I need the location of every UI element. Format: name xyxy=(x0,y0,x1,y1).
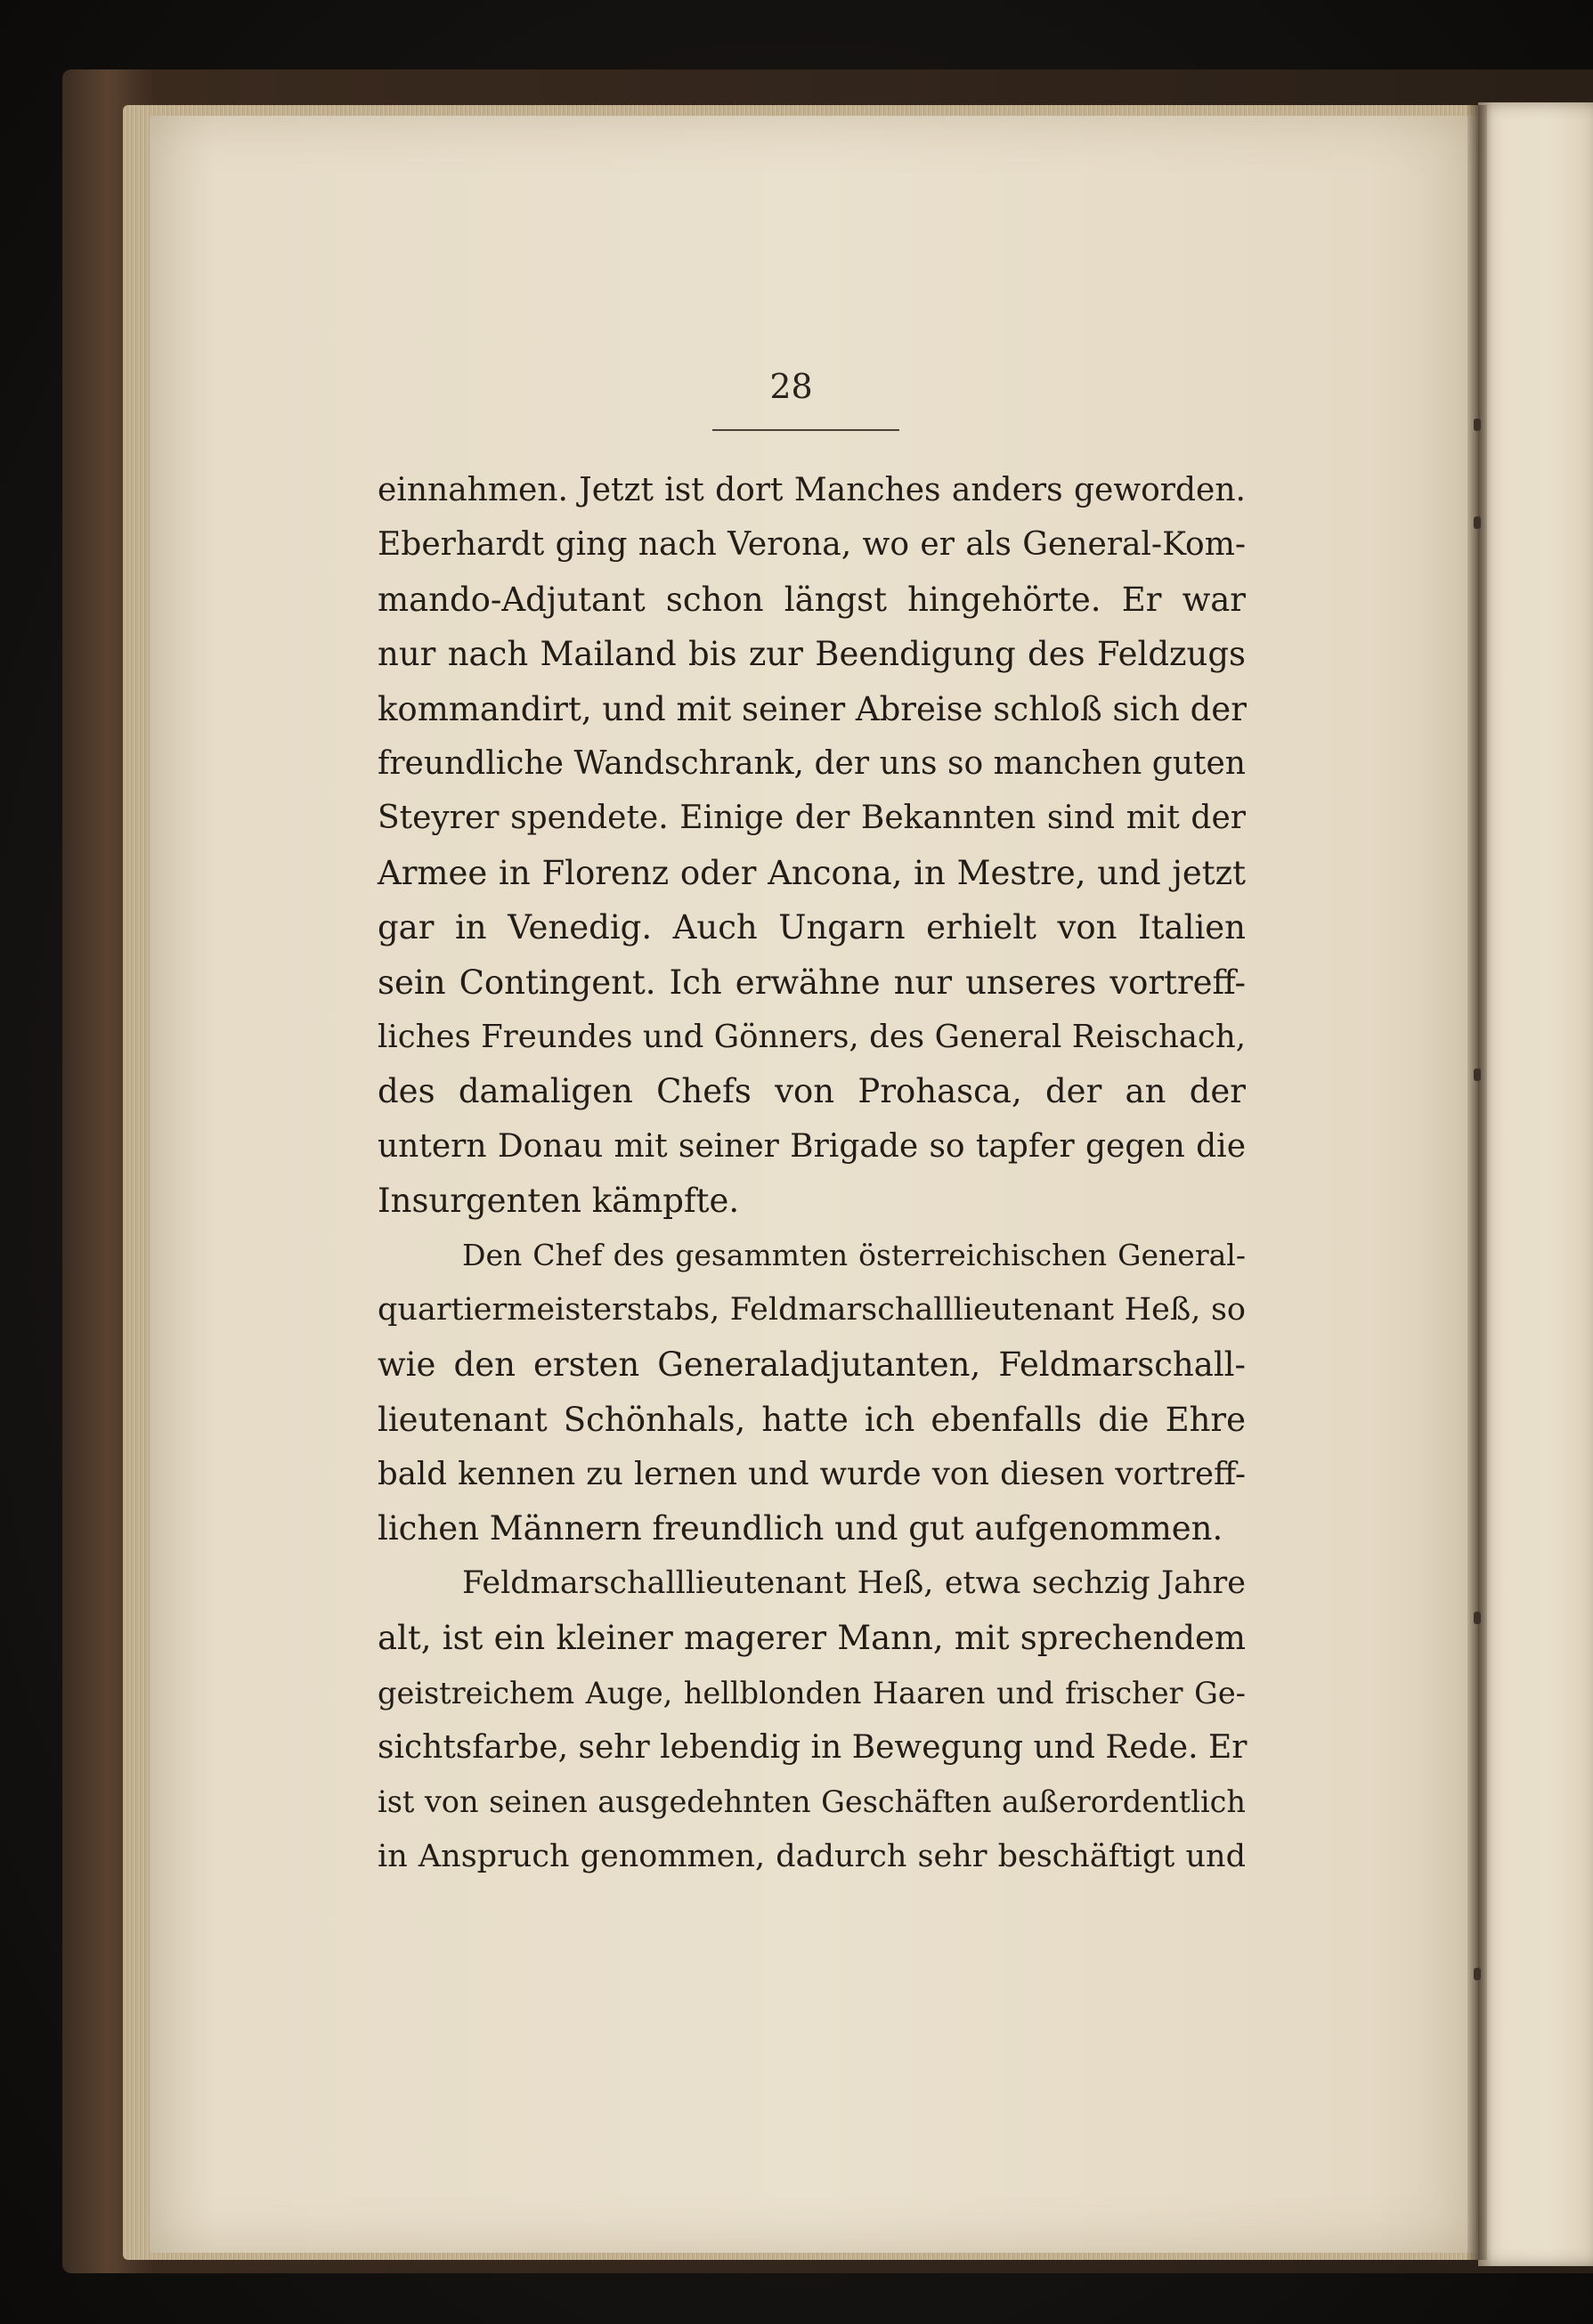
text-line: einnahmen. Jetzt ist dort Manches anders geworden. xyxy=(378,472,1246,508)
text-line: sichtsfarbe, sehr lebendig in Bewegung und Rede. Er xyxy=(378,1728,1248,1766)
body-text xyxy=(378,463,1246,1884)
text-line: liches Freundes und Gönners, des General Reischach, xyxy=(378,1018,1246,1055)
text-line: gar in Venedig. Auch Ungarn erhielt von Italien xyxy=(378,908,1246,947)
text-line: Armee in Florenz oder Ancona, in Mestre, und jetzt xyxy=(378,853,1246,892)
page-number: 28 xyxy=(769,367,813,406)
text-line: bald kennen zu lernen und wurde von diesen vortreff- xyxy=(378,1456,1246,1493)
text-line: Feldmarschalllieutenant Heß, etwa sechzig Jahre xyxy=(462,1564,1246,1601)
text-line: nur nach Mailand bis zur Beendigung des Feldzugs xyxy=(378,635,1246,674)
text-line: alt, ist ein kleiner magerer Mann, mit sprechendem xyxy=(378,1619,1246,1658)
text-line: wie den ersten Generaladjutanten, Feldmarschall- xyxy=(378,1345,1246,1385)
text-line: untern Donau mit seiner Brigade so tapfer gegen die xyxy=(378,1127,1246,1165)
header-rule xyxy=(712,429,899,431)
text-line: in Anspruch genommen, dadurch sehr beschäftigt und xyxy=(378,1838,1246,1874)
text-line: Eberhardt ging nach Verona, wo er als General-Kom- xyxy=(378,526,1246,564)
text-line: quartiermeisterstabs, Feldmarschalllieutenant Heß, so xyxy=(378,1291,1246,1328)
text-line: sein Contingent. Ich erwähne nur unseres vortreff- xyxy=(378,963,1246,1002)
text-line: ist von seinen ausgedehnten Geschäften außerordentlich xyxy=(378,1784,1246,1820)
text-line: freundliche Wandschrank, der uns so manchen guten xyxy=(378,744,1246,782)
text-line: Den Chef des gesammten österreichischen General- xyxy=(462,1238,1246,1273)
text-line: Insurgenten kämpfte. xyxy=(378,1182,740,1221)
text-line: geistreichem Auge, hellblonden Haaren und frischer Ge- xyxy=(378,1675,1246,1710)
text-line: kommandirt, und mit seiner Abreise schloß sich der xyxy=(378,689,1247,728)
text-line: lichen Männern freundlich und gut aufgenommen. xyxy=(378,1509,1223,1548)
text-line: des damaligen Chefs von Prohasca, der an der xyxy=(378,1072,1246,1111)
text-line: Steyrer spendete. Einige der Bekannten sind mit der xyxy=(378,800,1246,837)
edge-marks xyxy=(1474,418,1483,2110)
text-line: mando-Adjutant schon längst hingehörte. Er war xyxy=(378,580,1246,619)
facing-page xyxy=(1478,102,1593,2266)
text-line: lieutenant Schönhals, hatte ich ebenfalls die Ehre xyxy=(378,1400,1246,1439)
